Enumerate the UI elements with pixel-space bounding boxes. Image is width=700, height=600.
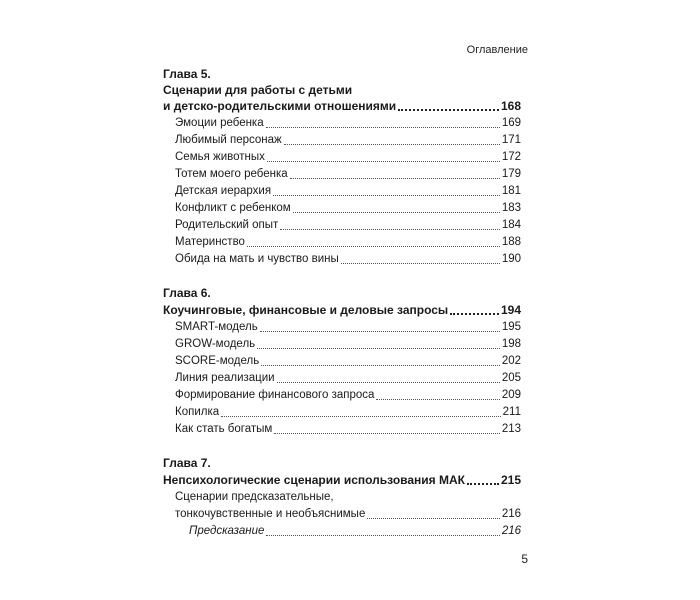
page-number: 169 [501,117,521,129]
page-number: 179 [501,168,521,180]
entry-title: Тотем моего ребенка [175,168,288,180]
chapter-title: Сценарии для работы с детьми [163,83,353,97]
page-number: 216 [501,508,521,520]
toc-entry[interactable] [163,319,521,336]
toc-entry[interactable] [163,251,521,268]
dot-leader [367,518,499,519]
chapter-5 [163,67,521,268]
entry-title: Линия реализации [175,372,275,384]
chapter-6 [163,286,521,438]
page-number: 216 [501,525,521,537]
chapter-title-entry[interactable] [163,302,521,319]
dot-leader [247,246,500,247]
entry-title: SCORE-модель [175,355,260,367]
page-number: 184 [501,219,521,231]
dot-leader [260,331,500,332]
page-number: 168 [500,99,521,113]
dot-leader [266,127,500,128]
page-number: 188 [501,236,521,248]
dot-leader [257,348,500,349]
toc-entry[interactable] [163,404,521,421]
dot-leader [293,212,500,213]
toc-entry[interactable] [163,370,521,387]
page-number: 202 [501,355,521,367]
page-number: 198 [501,338,521,350]
dot-leader [290,178,500,179]
chapter-label: Глава 7. [163,456,211,470]
entry-title: Родительский опыт [175,219,279,231]
page-number: 181 [501,185,521,197]
toc-entry[interactable] [163,353,521,370]
page-number: 195 [501,321,521,333]
subentry-title: Предсказание [189,525,265,537]
dot-leader [273,195,500,196]
dot-leader [398,109,499,111]
page-number: 172 [501,151,521,163]
dot-leader [280,229,500,230]
toc-entry[interactable] [163,200,521,217]
entry-title: Сценарии предсказательные, [175,491,334,503]
entry-title: Эмоции ребенка [175,117,264,129]
page-number: 171 [501,134,521,146]
table-of-contents [163,67,521,558]
chapter-title: и детско-родительскими отношениями [163,99,397,113]
entry-title: тонкочувственные и необъяснимые [175,508,366,520]
chapter-7 [163,456,521,540]
chapter-title: Непсихологические сценарии использования МАК [163,473,465,487]
toc-entry[interactable] [163,506,521,523]
dot-leader [467,483,499,485]
dot-leader [450,313,499,315]
page-number-footer: 5 [521,552,528,566]
dot-leader [266,535,499,536]
page-number: 215 [500,473,521,487]
toc-entry[interactable] [163,149,521,166]
dot-leader [341,263,500,264]
toc-entry[interactable] [163,234,521,251]
toc-entry[interactable] [163,183,521,200]
toc-subentry[interactable] [163,523,521,540]
entry-title: Как стать богатым [175,423,273,435]
page-number: 183 [501,202,521,214]
chapter-title: Коучинговые, финансовые и деловые запросы [163,303,449,317]
toc-entry[interactable] [163,336,521,353]
dot-leader [267,161,500,162]
entry-title: Детская иерархия [175,185,272,197]
running-header: Оглавление [466,44,528,56]
dot-leader [277,382,500,383]
toc-entry[interactable] [163,132,521,149]
entry-title: Материнство [175,236,245,248]
entry-title: Конфликт с ребенком [175,202,291,214]
entry-title: Семья животных [175,151,265,163]
page-number: 209 [501,389,521,401]
chapter-label: Глава 6. [163,286,211,300]
toc-entry[interactable] [163,217,521,234]
page-number: 205 [501,372,521,384]
entry-title: Формирование финансового запроса [175,389,375,401]
entry-title: Любимый персонаж [175,134,282,146]
entry-title: Копилка [175,406,220,418]
dot-leader [376,399,499,400]
toc-entry[interactable] [163,166,521,183]
entry-title: GROW-модель [175,338,256,350]
page-number: 213 [501,423,521,435]
page-number: 190 [501,253,521,265]
dot-leader [261,365,500,366]
chapter-title-entry[interactable] [163,472,521,489]
chapter-label: Глава 5. [163,67,211,81]
chapter-title-entry[interactable] [163,98,521,115]
dot-leader [284,144,500,145]
page-number: 194 [500,303,521,317]
dot-leader [221,416,501,417]
dot-leader [274,433,500,434]
page-number: 211 [502,406,521,418]
entry-title: Обида на мать и чувство вины [175,253,339,265]
toc-entry[interactable] [163,115,521,132]
entry-title: SMART-модель [175,321,258,333]
toc-entry[interactable] [163,387,521,404]
toc-entry[interactable] [163,421,521,438]
